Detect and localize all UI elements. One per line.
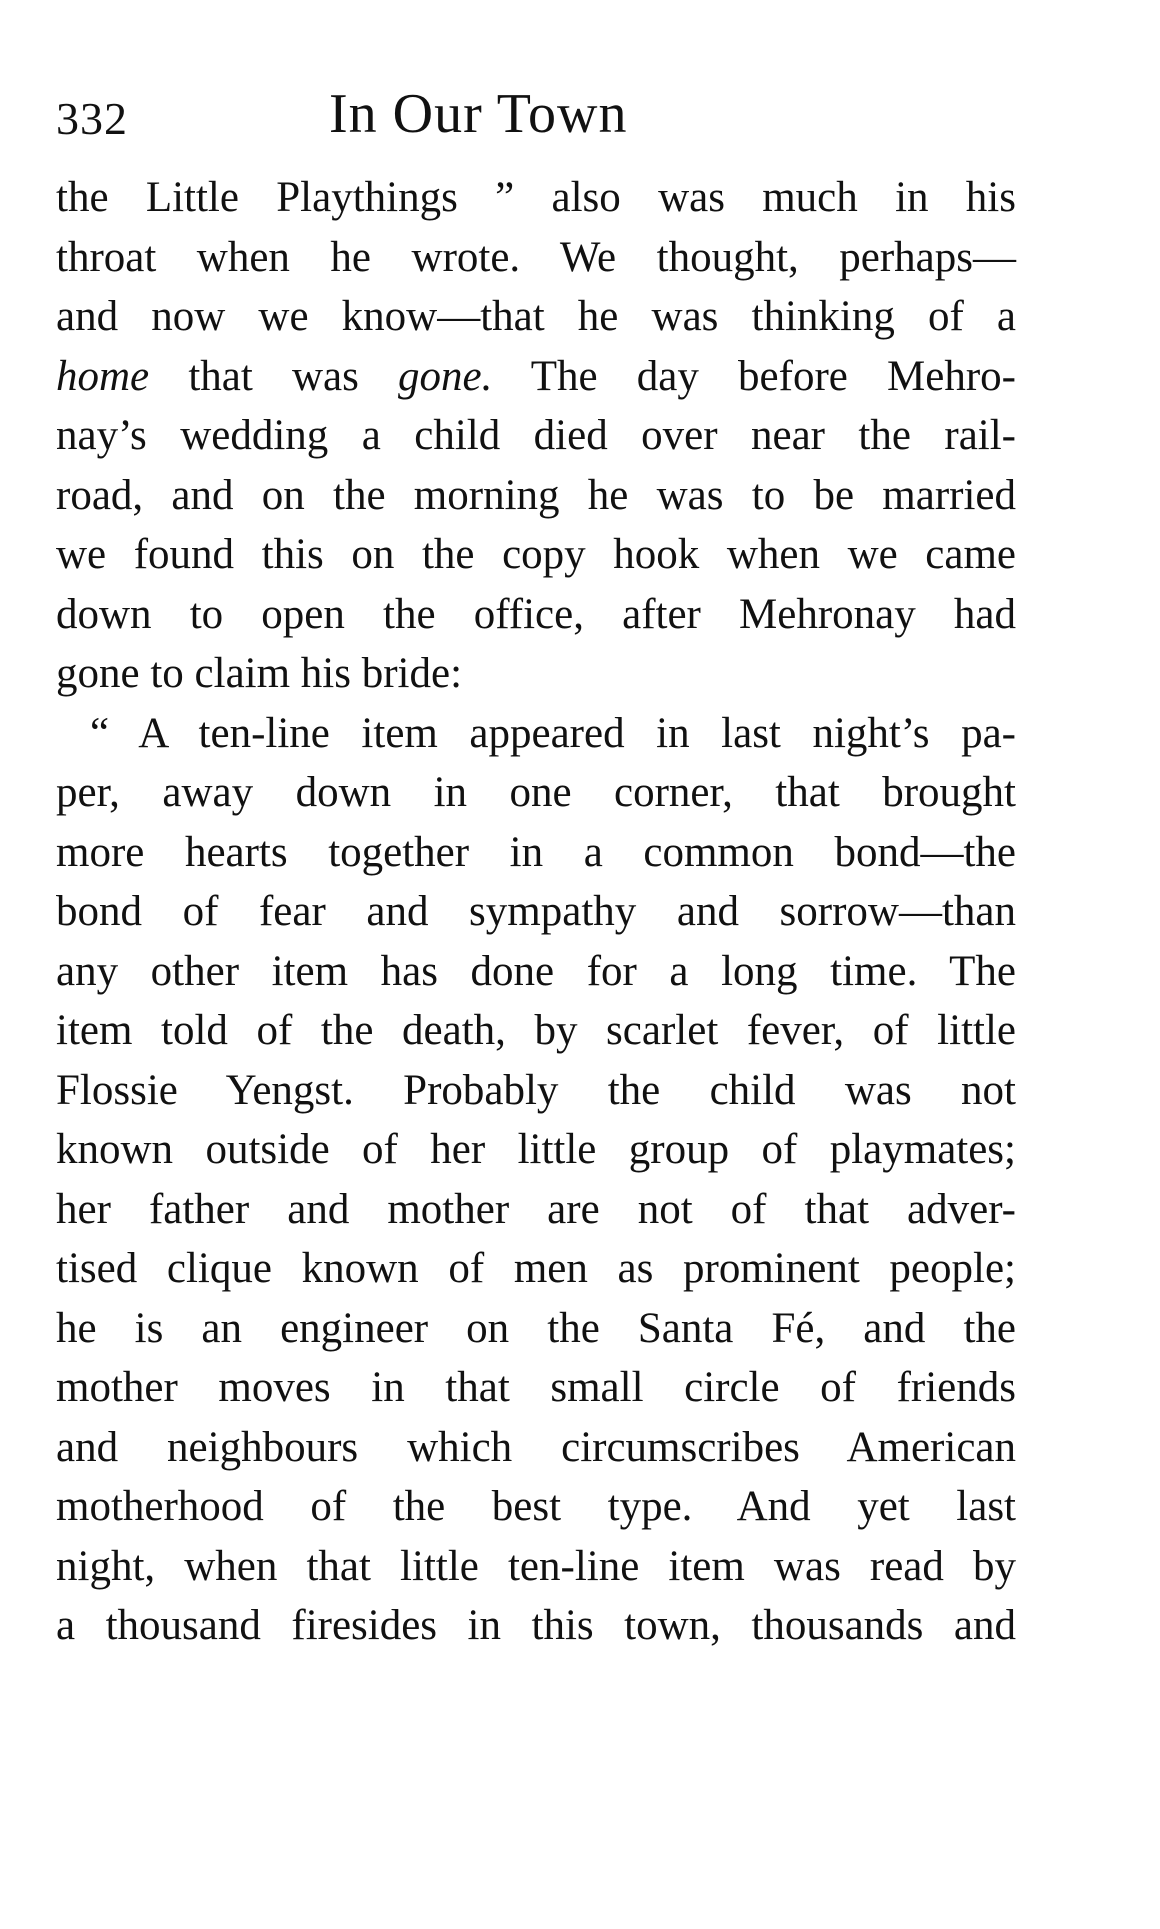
page-number: 332	[56, 93, 128, 144]
body-text	[56, 168, 1016, 1656]
text-line: road, and on the morning he was to be married	[56, 471, 1016, 519]
text-line: he is an engineer on the Santa Fé, and the	[56, 1304, 1016, 1352]
text-line: tised clique known of men as prominent people;	[56, 1245, 1016, 1292]
text-line: night, when that little ten-line item was read by	[56, 1542, 1016, 1590]
text-line: mother moves in that small circle of friends	[56, 1364, 1016, 1411]
text-line: her father and mother are not of that adver-	[56, 1185, 1016, 1233]
text-line: down to open the office, after Mehronay had	[56, 590, 1016, 638]
text-segment: that was	[149, 352, 399, 400]
text-line: per, away down in one corner, that brought	[56, 769, 1016, 816]
text-line: nay’s wedding a child died over near the rail-	[56, 412, 1016, 459]
text-line: a thousand firesides in this town, thousands and	[56, 1602, 1016, 1649]
text-line: any other item has done for a long time. The	[56, 947, 1016, 995]
text-line: we found this on the copy hook when we came	[56, 531, 1016, 578]
text-line: motherhood of the best type. And yet last	[56, 1483, 1016, 1530]
page-header	[56, 82, 1016, 152]
text-line: and now we know—that he was thinking of a	[56, 293, 1016, 340]
text-line: Flossie Yengst. Probably the child was not	[56, 1066, 1016, 1114]
italic-text: home	[56, 352, 150, 400]
text-line: item told of the death, by scarlet fever, of little	[56, 1007, 1016, 1054]
italic-text: gone.	[398, 352, 493, 400]
text-line: and neighbours which circumscribes American	[56, 1423, 1016, 1471]
text-line: the Little Playthings ” also was much in his	[56, 174, 1016, 221]
text-line: gone to claim his bride:	[56, 650, 463, 697]
text-line: more hearts together in a common bond—the	[56, 828, 1016, 876]
text-line: bond of fear and sympathy and sorrow—than	[56, 888, 1016, 935]
text-line	[56, 347, 1016, 407]
text-segment: The day before Mehro-	[492, 352, 1016, 400]
text-line: known outside of her little group of playmates;	[56, 1126, 1016, 1173]
running-title: In Our Town	[329, 83, 628, 145]
text-line: “ A ten-line item appeared in last night’s pa-	[90, 709, 1016, 757]
text-line: throat when he wrote. We thought, perhaps—	[56, 233, 1016, 281]
